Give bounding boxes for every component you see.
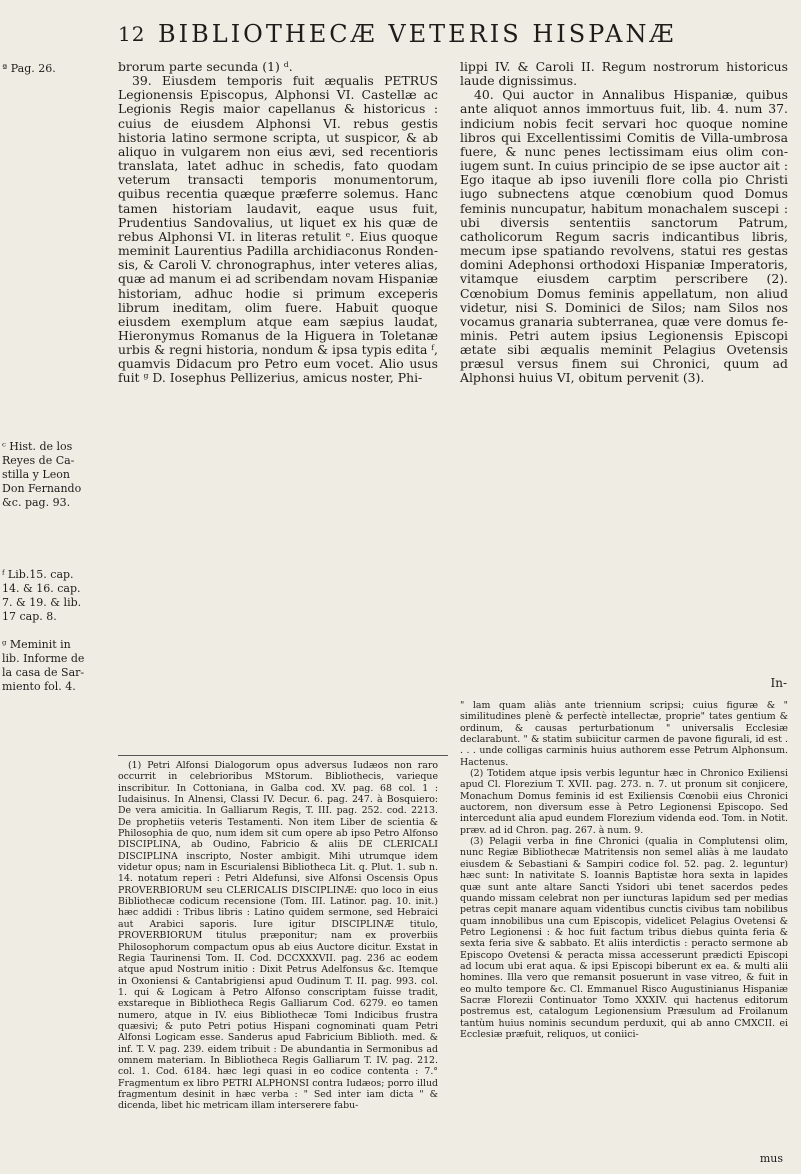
margin-note-text: &c. pag. 93. <box>2 496 71 509</box>
margin-note-text: Don Fernando <box>2 482 82 495</box>
footnote-3: (3) Pelagii verba in fine Chronici (qualia in Complutensi olim, nunc Regiæ Bibliothecæ Matritensis non semel aliàs à me laudato eiusdem & Sebastiani & Sampiri codice fol. 52. pag. 2. leguntur) hæc sunt: In nativitate S. Ioannis Baptistæ hora sexta in lapides quæ sunt ante altare Sancti Ysidori ubi tenet sacerdos pedes quando missam celebrat non per iuncturas lapidum sed per medias petras cepit manare aquam videntibus cunctis civibus tam nobilibus quam innobilibus una cum Episcopis, videlicet Pelagius Ovetensi & Petro Legionensi : & hoc fuit factum tribus diebus quinta feria & sexta feria sive & sabbato. Et aliis interdictis : peracto sermone ab Episcopo Ovetensi & peracta missa accesserunt prædicti Episcopi ad locum ubi erat aqua. & ipsi Episcopi biberunt ex ea. & multi alii homines. Illa vero que remansit posuerunt in vase vitreo, & fuit in eo multo tempore &c. Cl. Emmanuel Risco Augustinianus Hispaniæ Sacræ Florezii Continuator Tomo XXXIV. qui hactenus editorum postremus est, catalogum Legionensium Præsulum ad Froilanum tantùm huius nominis secundum perduxit, qui ab anno CMXCII. ei Ecclesiæ præfuit, reliquos, ut coniici- <box>460 836 788 1040</box>
catchword: In- <box>770 676 787 690</box>
footnotes-right <box>460 700 788 1040</box>
footnote-catchword: mus <box>759 1152 783 1165</box>
page-number: 12 <box>118 22 146 46</box>
margin-note-text: stilla y Leon <box>2 468 70 481</box>
margin-note-text: lib. Informe de <box>2 652 85 665</box>
page-header <box>118 18 798 48</box>
margin-note-text: la casa de Sar- <box>2 666 85 679</box>
margin-note-text: ᵍ Meminit in <box>2 638 71 651</box>
margin-note-text: miento fol. 4. <box>2 680 76 693</box>
margin-note-text: 7. & 19. & lib. <box>2 596 82 609</box>
running-title: BIBLIOTHECÆ VETERIS HISPANÆ <box>158 20 677 48</box>
footnote-2: (2) Totidem atque ipsis verbis leguntur hæc in Chronico Exiliensi apud Cl. Florezium T. XVII. pag. 273. n. 7. ut pronum sit conjicere, Monachum Domus feminis id est Exiliensis Cœnobii eius Chronici auctorem, non diversum esse à Petro Legionensi Episcopo. Sed intercedunt alia apud eundem Florezium videnda eod. Tom. in Notit. præv. ad id Chron. pag. 267. à num. 9. <box>460 768 788 836</box>
margin-note-text: ᶠ Lib.15. cap. <box>2 568 74 581</box>
footnote-1: (1) Petri Alfonsi Dialogorum opus adversus Iudæos non raro occurrit in celebrioribus MStorum. Bibliothecis, varieque inscribitur. In Cottoniana, in Galba cod. XV. pag. 68 col. 1 : Iudaisinus. In Alnensi, Classi IV. Decur. 6. pag. 247. à Bosquiero: De vera amicitia. In Galliarum Regis, T. III. pag. 252. cod. 2213. De prophetiis veteris Testamenti. Non item Liber de scientia & Philosophia de quo, num idem sit cum opere ab ipso Petro Alfonso DISCIPLINA, ab Oudino, Fabricio & aliis DE CLERICALI DISCIPLINA inscripto, Noster ambigit. Mihi utrumque idem videtur opus; nam in Escurialensi Bibliotheca Lit. q. Plut. 1. sub n. 14. notatum reperi : Petri Aldefunsi, sive Alfonsi Oscensis Opus PROVERBIORUM seu CLERICALIS DISCIPLINÆ: quo loco in eius Bibliothecæ codicum recensione (Tom. III. Latinor. pag. 10. init.) hæc addidi : Tribus libris : Latino quidem sermone, sed Hebraici aut Arabici saporis. Iure igitur DISCIPLINÆ titulo, PROVERBIORUM titulus præponitur; nam ex proverbiis Philosophorum compactum opus ab eius Auctore dicitur. Exstat in Regia Taurinensi Tom. II. Cod. DCCXXXVII. pag. 236 ac eodem atque apud Nostrum initio : Dixit Petrus Adelfonsus &c. Itemque in Oxoniensi & Cantabrigiensi apud Oudinum T. II. pag. 993. col. 1. qui & Logicam à Petro Alfonso conscriptam fuisse tradit, exstareque in Bibliotheca Regis Galliarum Cod. 6279. eo tamen numero, atque in IV. eius Bibliothecæ Tomi Indicibus frustra quæsivi; & puto Petri potius Hispani cognominati quam Petri Alfonsi Logicam esse. Sanderus apud Fabricium Biblioth. med. & inf. T. V. pag. 239. eidem tribuit : De abundantia in Sermonibus ad omnem materiam. In Bibliotheca Regis Galliarum T. IV. pag. 212. col. 1. Cod. 6184. hæc legi quasi in eo codice contenta : 7.° Fragmentum ex libro PETRI ALPHONSI contra Iudæos; porro illud fragmentum desinit in hæc verba : " Sed inter iam dicta " & dicenda, libet hic metricam illam interserere fabu- <box>118 760 438 1112</box>
right-column <box>460 60 788 386</box>
margin-note-g <box>2 638 112 694</box>
paragraph-40: 40. Qui auctor in Annalibus Hispaniæ, quibus ante aliquot annos immortuus fuit, lib. 4. num 37. indicium nobis fecit servari hoc quoque nomine libros qui Excellentissimi Comitis de Villa-umbrosa fuere, & nunc penes lectissimam eius olim coniugem sunt. In cuius principio de se ipse auctor ait : Ego itaque ab ipso iuvenili flore colla pio Christi iugo subnectens atque cœnobium quod Domus feminis nuncupatur, habitum monachalem suscepi : ubi diversis sententiis sanctorum Patrum, catholicorum Regum sacris indicantibus libris, mecum ipse spatiando revolvens, statui res gestas domini Adephonsi orthodoxi Hispaniæ Imperatoris, vitamque eiusdem carptim perscribere (2). Cœnobium Domus feminis appellatum, non aliud videtur, nisi S. Dominici de Silos; nam Silos nos vocamus granaria subterranea, quæ vere domus feminis. Petri autem ipsius Legionensis Episcopi ætate sibi æqualis meminit Pelagius Ovetensis præsul versus finem sui Chronici, quum ad Alphonsi huius VI, obitum pervenit (3). <box>460 87 788 386</box>
margin-note-text: ª Pag. 26. <box>2 62 56 75</box>
margin-note-text: ᶜ Hist. de los <box>2 440 73 453</box>
paragraph: lippi IV. & Caroli II. Regum nostrorum historicus laude dignissimus. <box>460 59 788 89</box>
paragraph: brorum parte secunda (1) ᵈ. <box>118 59 293 74</box>
margin-note-a <box>2 62 112 76</box>
footnote-1-continued: " lam quam aliàs ante triennium scripsi; cuius figuræ & " similitudines plenè & perfectè intellectæ, proprie" tates gentium & ordinum, & causas perturbationum " universalis Ecclesiæ declarabunt. " & statim subiicitur carmen de pavone figurali, id est . . . . unde colligas carminis huius authorem esse Petrum Alphonsum. Hactenus. <box>460 700 788 768</box>
margin-note-f <box>2 568 112 624</box>
footnotes-left <box>118 760 438 1112</box>
margin-note-text: Reyes de Ca- <box>2 454 75 467</box>
margin-note-c <box>2 440 112 510</box>
paragraph-39: 39. Eiusdem temporis fuit æqualis PETRUS Legionensis Episcopus, Alphonsi VI. Castellæ ac Legionis Regis maior capellanus & historicus : cuius de eiusdem Alphonsi VI. rebus gestis historia latino sermone scripta, ut suspicor, & ab aliquo in vulgarem non eius ævi, sed recentioris translata, latet adhuc in schedis, fato quodam veterum transacti temporis monumentorum, quibus recentia quæque præferre solemus. Hanc tamen historiam laudavit, eaque usus fuit, Prudentius Sandovalius, ut liquet ex his quæ de rebus Alphonsi VI. in literas retulit ᵉ. Eius quoque meminit Laurentius Padilla archidiaconus Rondensis, & Caroli V. chronographus, inter veteres alias, quæ ad manum ei ad scribendam novam Hispaniæ historiam, adhuc hodie si primum exceperis librum ineditam, olim fuere. Habuit quoque eiusdem exemplum atque eam sæpius laudat, Hieronymus Romanus de la Higuera in Toletanæ urbis & regni historia, nondum & ipsa typis edita ᶠ, quamvis Didacum pro Petro eum vocet. Alio usus fuit ᵍ D. Iosephus Pellizerius, amicus noster, Phi- <box>118 73 438 386</box>
margin-note-text: 14. & 16. cap. <box>2 582 81 595</box>
footnote-rule <box>118 755 448 756</box>
margin-note-text: 17 cap. 8. <box>2 610 57 623</box>
left-column <box>118 60 438 386</box>
